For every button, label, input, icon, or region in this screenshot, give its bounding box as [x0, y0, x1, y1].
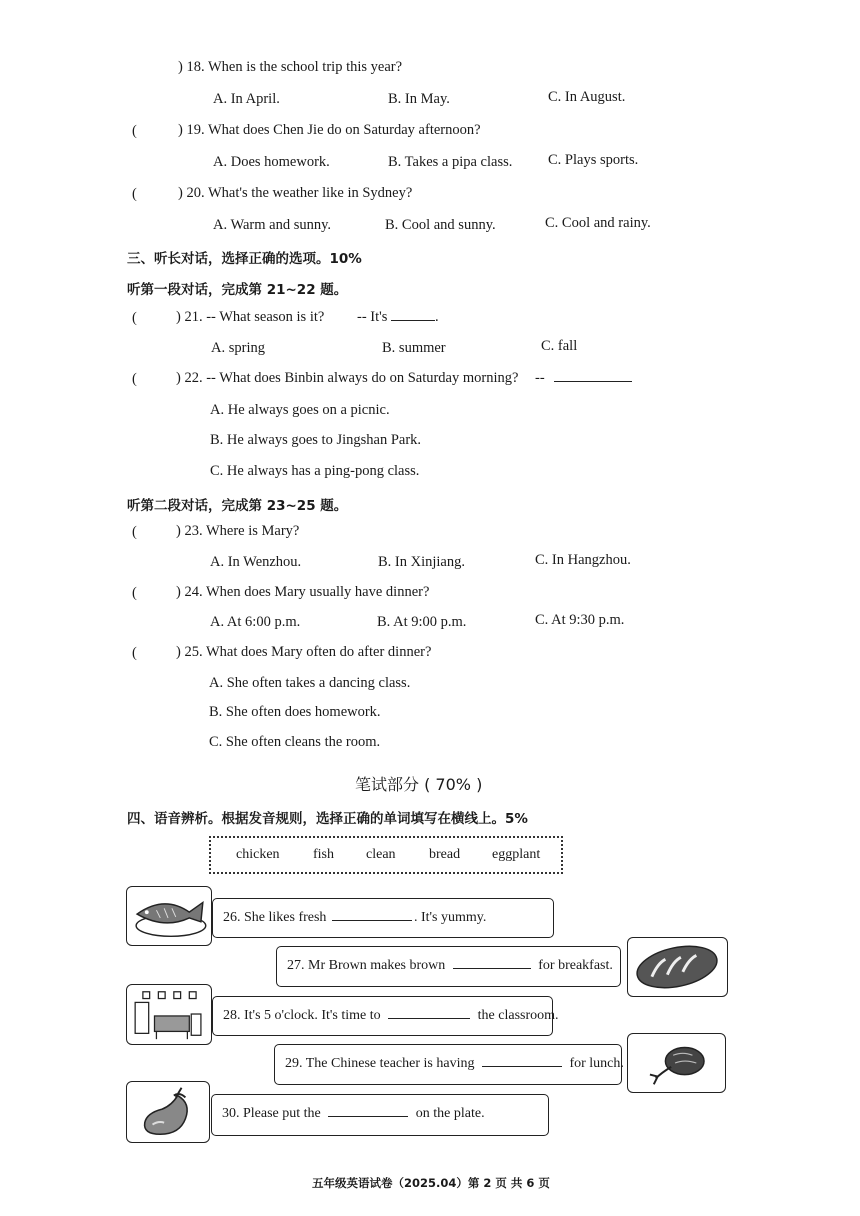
q29-sentence-box: 29. The Chinese teacher is having for lunch. — [274, 1044, 622, 1085]
written-part-title: 笔试部分 ( 70% ) — [355, 775, 483, 794]
q18-option-a: A. In April. — [213, 91, 280, 107]
q24-option-b: B. At 9:00 p.m. — [377, 614, 467, 630]
classroom-picture — [126, 984, 212, 1045]
question-18: ) 18. When is the school trip this year? — [178, 59, 403, 75]
chicken-icon — [628, 1034, 725, 1092]
dialog-1-instruction: 听第一段对话，完成第 21~22 题。 — [127, 282, 348, 298]
q24-paren: ( — [132, 585, 137, 601]
dialog-2-instruction: 听第二段对话，完成第 23~25 题。 — [127, 498, 348, 514]
word-fish: fish — [313, 847, 334, 862]
q25-paren: ( — [132, 645, 137, 661]
q22-option-b: B. He always goes to Jingshan Park. — [210, 432, 422, 448]
q26-blank[interactable] — [332, 919, 412, 921]
q21-paren: ( — [132, 310, 137, 326]
word-bank — [209, 836, 563, 874]
q23-option-a: A. In Wenzhou. — [210, 554, 302, 570]
q26-sentence-box: 26. She likes fresh . It's yummy. — [212, 898, 554, 938]
q25-option-a: A. She often takes a dancing class. — [209, 675, 411, 691]
q29-blank[interactable] — [482, 1065, 562, 1067]
q22-option-a: A. He always goes on a picnic. — [210, 402, 390, 418]
fish-picture — [126, 886, 212, 946]
q19-option-b: B. Takes a pipa class. — [388, 154, 513, 170]
section-3-title: 三、听长对话，选择正确的选项。10% — [127, 251, 362, 267]
q23-option-c: C. In Hangzhou. — [535, 552, 631, 568]
q20-option-a: A. Warm and sunny. — [213, 217, 332, 233]
question-22: ) 22. -- What does Binbin always do on Saturday morning? — [176, 370, 519, 386]
q22-blank[interactable] — [554, 380, 632, 382]
q18-option-b: B. In May. — [388, 91, 450, 107]
eggplant-icon — [127, 1082, 209, 1142]
q25-option-b: B. She often does homework. — [209, 704, 381, 720]
q27-sentence-box: 27. Mr Brown makes brown for breakfast. — [276, 946, 621, 987]
q23-paren: ( — [132, 524, 137, 540]
q21-option-b: B. summer — [382, 340, 446, 356]
q20-option-b: B. Cool and sunny. — [385, 217, 496, 233]
question-25: ) 25. What does Mary often do after dinner? — [176, 644, 432, 660]
word-bread: bread — [429, 847, 461, 862]
q25-option-c: C. She often cleans the room. — [209, 734, 381, 750]
q30-sentence-box: 30. Please put the on the plate. — [211, 1094, 549, 1136]
q24-option-a: A. At 6:00 p.m. — [210, 614, 301, 630]
q19-paren: ( — [132, 123, 137, 139]
bread-picture — [627, 937, 728, 997]
classroom-icon — [127, 985, 211, 1044]
page-footer: 五年级英语试卷（2025.04）第 2 页 共 6 页 — [312, 1176, 550, 1190]
word-eggplant: eggplant — [492, 847, 541, 862]
word-clean: clean — [366, 847, 396, 862]
q22-answer-line: -- — [535, 370, 632, 387]
fish-icon — [127, 887, 211, 945]
section-4-title: 四、语音辨析。根据发音规则，选择正确的单词填写在横线上。5% — [127, 811, 528, 827]
question-24: ) 24. When does Mary usually have dinner? — [176, 584, 430, 600]
q27-blank[interactable] — [453, 967, 531, 969]
chicken-picture — [627, 1033, 726, 1093]
q19-option-c: C. Plays sports. — [548, 152, 639, 168]
q21-option-c: C. fall — [541, 338, 578, 354]
q23-option-b: B. In Xinjiang. — [378, 554, 465, 570]
q21-answer-line: -- It's . — [357, 309, 439, 325]
word-chicken: chicken — [236, 847, 280, 862]
bread-icon — [628, 938, 727, 996]
q21-blank[interactable] — [391, 319, 435, 321]
q19-option-a: A. Does homework. — [213, 154, 330, 170]
q22-paren: ( — [132, 371, 137, 387]
eggplant-picture — [126, 1081, 210, 1143]
question-19: ) 19. What does Chen Jie do on Saturday afternoon? — [178, 122, 481, 138]
q28-sentence-box: 28. It's 5 o'clock. It's time to the classroom. — [212, 996, 553, 1036]
question-20: ) 20. What's the weather like in Sydney? — [178, 185, 413, 201]
q30-blank[interactable] — [328, 1115, 408, 1117]
q21-option-a: A. spring — [211, 340, 265, 356]
question-23: ) 23. Where is Mary? — [176, 523, 300, 539]
q28-blank[interactable] — [388, 1017, 470, 1019]
q18-option-c: C. In August. — [548, 89, 626, 105]
q20-option-c: C. Cool and rainy. — [545, 215, 651, 231]
q22-option-c: C. He always has a ping-pong class. — [210, 463, 420, 479]
question-21: ) 21. -- What season is it? — [176, 309, 325, 325]
q20-paren: ( — [132, 186, 137, 202]
q24-option-c: C. At 9:30 p.m. — [535, 612, 625, 628]
